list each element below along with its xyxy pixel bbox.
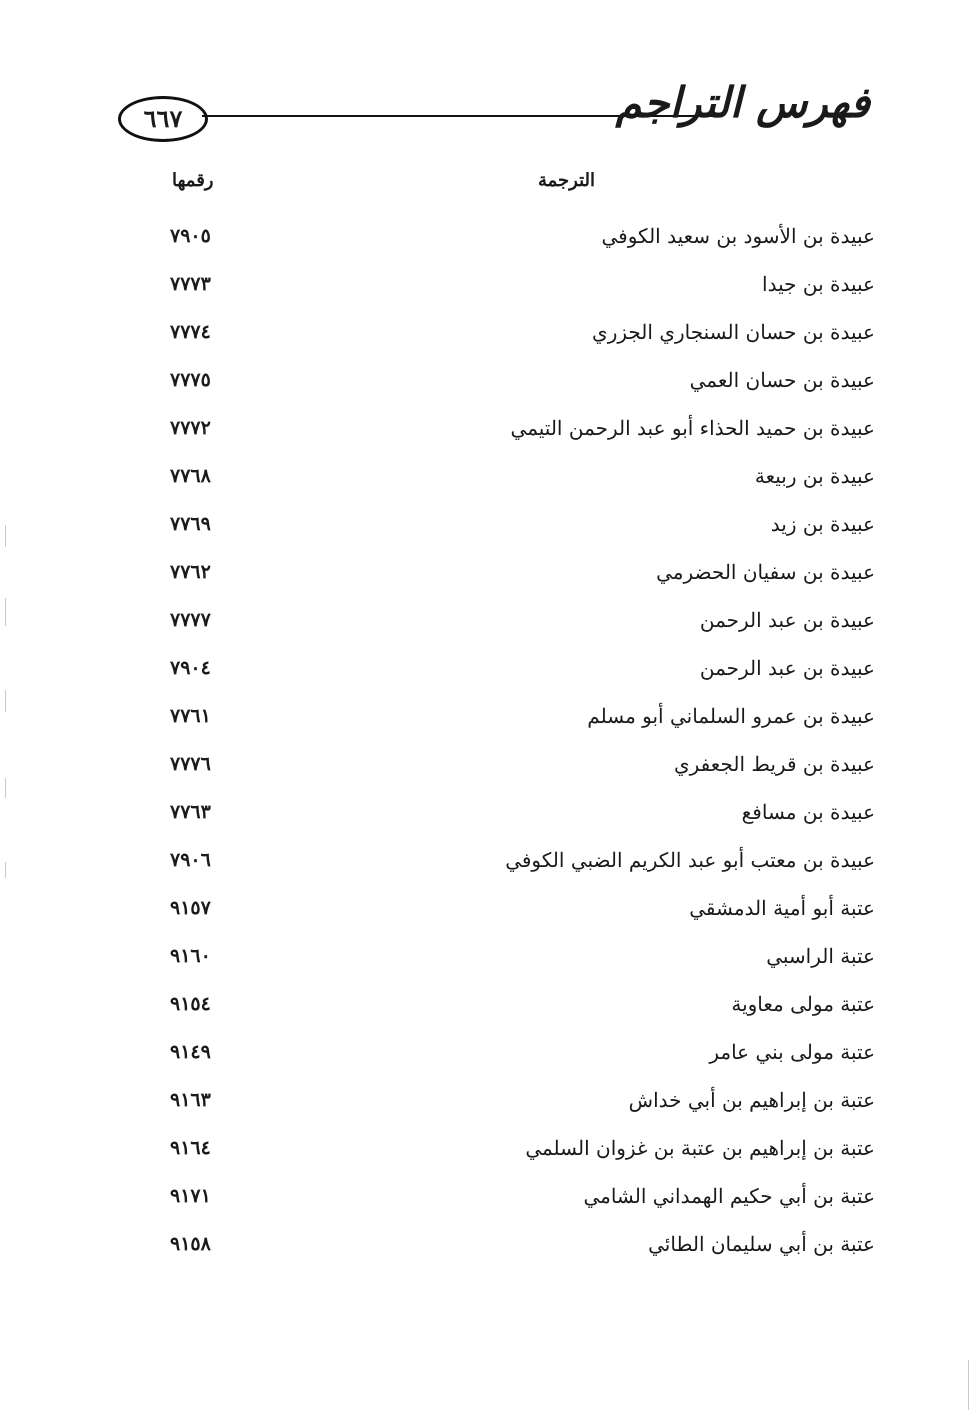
entry-name: عبيدة بن جيدا bbox=[762, 272, 875, 296]
entry-number: ٧٧٦٢ bbox=[170, 561, 211, 583]
entry-name: عبيدة بن مسافع bbox=[741, 800, 875, 824]
index-entry bbox=[160, 644, 875, 692]
entry-number: ٩١٧١ bbox=[170, 1185, 211, 1207]
index-entry bbox=[160, 788, 875, 836]
index-entry bbox=[160, 1028, 875, 1076]
index-entry bbox=[160, 1124, 875, 1172]
entry-number: ٧٧٦٨ bbox=[170, 465, 211, 487]
entry-number: ٧٧٧٣ bbox=[170, 273, 211, 295]
entry-name: عبيدة بن عبد الرحمن bbox=[699, 656, 875, 680]
index-entry bbox=[160, 1220, 875, 1268]
entry-name: عتبة مولى بني عامر bbox=[709, 1040, 875, 1064]
entry-number: ٧٧٧٧ bbox=[170, 609, 211, 631]
entry-number: ٩١٤٩ bbox=[170, 1041, 211, 1063]
index-entry bbox=[160, 308, 875, 356]
scan-edge-mark bbox=[968, 1360, 969, 1410]
entry-name: عتبة الراسبي bbox=[766, 944, 875, 968]
entry-name: عتبة مولى معاوية bbox=[731, 992, 875, 1016]
entry-number: ٩١٥٤ bbox=[170, 993, 211, 1015]
index-entry bbox=[160, 356, 875, 404]
entry-name: عتبة بن أبي حكيم الهمداني الشامي bbox=[583, 1184, 875, 1208]
scan-edge-mark bbox=[5, 598, 6, 626]
scan-edge-mark bbox=[5, 778, 6, 798]
number-column-heading: رقمها bbox=[172, 170, 214, 191]
page-number: ٦٦٧ bbox=[118, 96, 208, 142]
entry-number: ٧٧٧٤ bbox=[170, 321, 211, 343]
entry-number: ٧٧٧٢ bbox=[170, 417, 211, 439]
page-header bbox=[110, 70, 870, 160]
entry-number: ٧٧٦٣ bbox=[170, 801, 211, 823]
index-entry bbox=[160, 1076, 875, 1124]
entry-name: عتبة أبو أمية الدمشقي bbox=[689, 896, 875, 920]
entry-name: عبيدة بن عمرو السلماني أبو مسلم bbox=[587, 704, 875, 728]
entry-number: ٩١٥٨ bbox=[170, 1233, 211, 1255]
scan-edge-mark bbox=[5, 862, 6, 878]
entry-name: عبيدة بن قريط الجعفري bbox=[673, 752, 875, 776]
entry-number: ٩١٦٠ bbox=[170, 945, 211, 967]
index-entry bbox=[160, 260, 875, 308]
entry-number: ٧٩٠٥ bbox=[170, 225, 211, 247]
index-entry bbox=[160, 1172, 875, 1220]
entry-name: عبيدة بن ربيعة bbox=[754, 464, 875, 488]
entry-name: عبيدة بن معتب أبو عبد الكريم الضبي الكوفي bbox=[505, 848, 875, 872]
entry-name: عبيدة بن زيد bbox=[770, 512, 875, 536]
index-entry bbox=[160, 596, 875, 644]
index-entry bbox=[160, 836, 875, 884]
entry-number: ٧٧٧٥ bbox=[170, 369, 211, 391]
index-entry bbox=[160, 932, 875, 980]
entry-number: ٧٩٠٤ bbox=[170, 657, 211, 679]
entry-number: ٩١٥٧ bbox=[170, 897, 211, 919]
index-entry bbox=[160, 548, 875, 596]
entry-name: عتبة بن أبي سليمان الطائي bbox=[648, 1232, 875, 1256]
index-entry bbox=[160, 500, 875, 548]
scan-edge-mark bbox=[5, 525, 6, 547]
index-entry bbox=[160, 452, 875, 500]
entry-name: عتبة بن إبراهيم بن أبي خداش bbox=[628, 1088, 875, 1112]
name-column-heading: الترجمة bbox=[537, 170, 595, 191]
entry-name: عبيدة بن حميد الحذاء أبو عبد الرحمن التيمي bbox=[510, 416, 875, 440]
page-title: فهرس التراجم bbox=[615, 78, 870, 127]
entry-number: ٩١٦٣ bbox=[170, 1089, 211, 1111]
entry-name: عبيدة بن حسان السنجاري الجزري bbox=[592, 320, 875, 344]
index-entries bbox=[160, 212, 875, 1268]
index-entry bbox=[160, 692, 875, 740]
index-entry bbox=[160, 740, 875, 788]
index-entry bbox=[160, 884, 875, 932]
entry-name: عبيدة بن حسان العمي bbox=[689, 368, 875, 392]
entry-name: عبيدة بن سفيان الحضرمي bbox=[656, 560, 875, 584]
entry-number: ٧٧٦٩ bbox=[170, 513, 211, 535]
entry-number: ٧٩٠٦ bbox=[170, 849, 211, 871]
entry-name: عبيدة بن الأسود بن سعيد الكوفي bbox=[601, 224, 875, 248]
entry-name: عبيدة بن عبد الرحمن bbox=[699, 608, 875, 632]
entry-number: ٧٧٦١ bbox=[170, 705, 211, 727]
entry-name: عتبة بن إبراهيم بن عتبة بن غزوان السلمي bbox=[525, 1136, 875, 1160]
index-entry bbox=[160, 404, 875, 452]
index-entry bbox=[160, 212, 875, 260]
entry-number: ٩١٦٤ bbox=[170, 1137, 211, 1159]
index-entry bbox=[160, 980, 875, 1028]
entry-number: ٧٧٧٦ bbox=[170, 753, 211, 775]
scan-edge-mark bbox=[5, 690, 6, 712]
